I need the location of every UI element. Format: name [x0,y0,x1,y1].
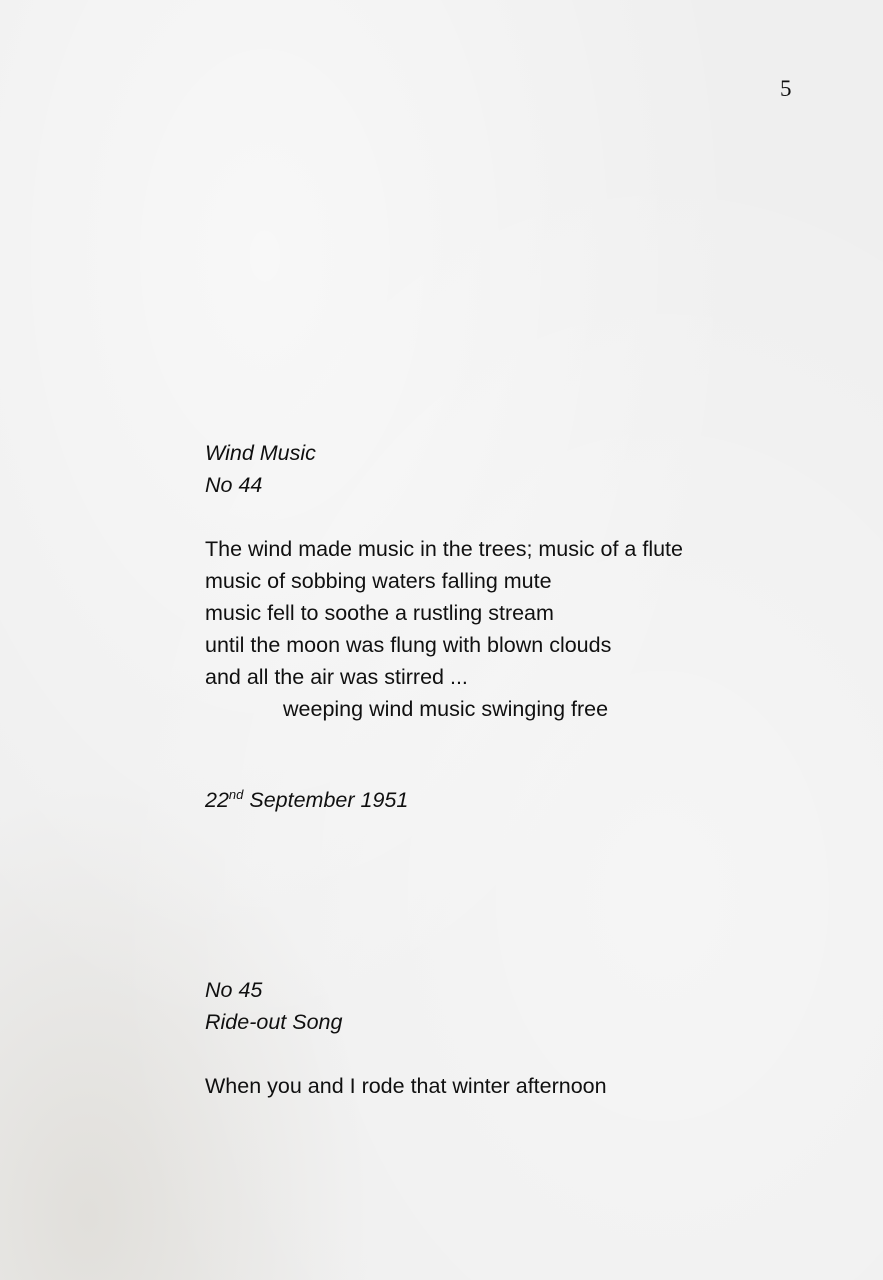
page-number: 5 [780,76,792,101]
stanza-gap [205,501,683,533]
poem-line: until the moon was flung with blown clouds [205,633,612,657]
poem-date [205,784,408,816]
poem-ride-out-song [205,974,607,1102]
date-day: 22 [205,788,229,812]
poem-number: No 45 [205,978,263,1002]
date-line [205,784,408,816]
date-ordinal: nd [228,786,244,802]
poem-line: music fell to soothe a rustling stream [205,601,554,625]
poem-line: The wind made music in the trees; music of a flute [205,537,683,561]
poem-wind-music [205,437,683,725]
poem-title: Ride-out Song [205,1010,343,1034]
poem-line-indented: weeping wind music swinging free [283,697,609,721]
poem-line: music of sobbing waters falling mute [205,569,552,593]
poem-line: and all the air was stirred ... [205,665,468,689]
poem-number: No 44 [205,473,263,497]
poem-line: When you and I rode that winter afternoon [205,1074,607,1098]
poem-title: Wind Music [205,441,316,465]
stanza-gap [205,1038,607,1070]
date-rest: September 1951 [243,788,409,812]
